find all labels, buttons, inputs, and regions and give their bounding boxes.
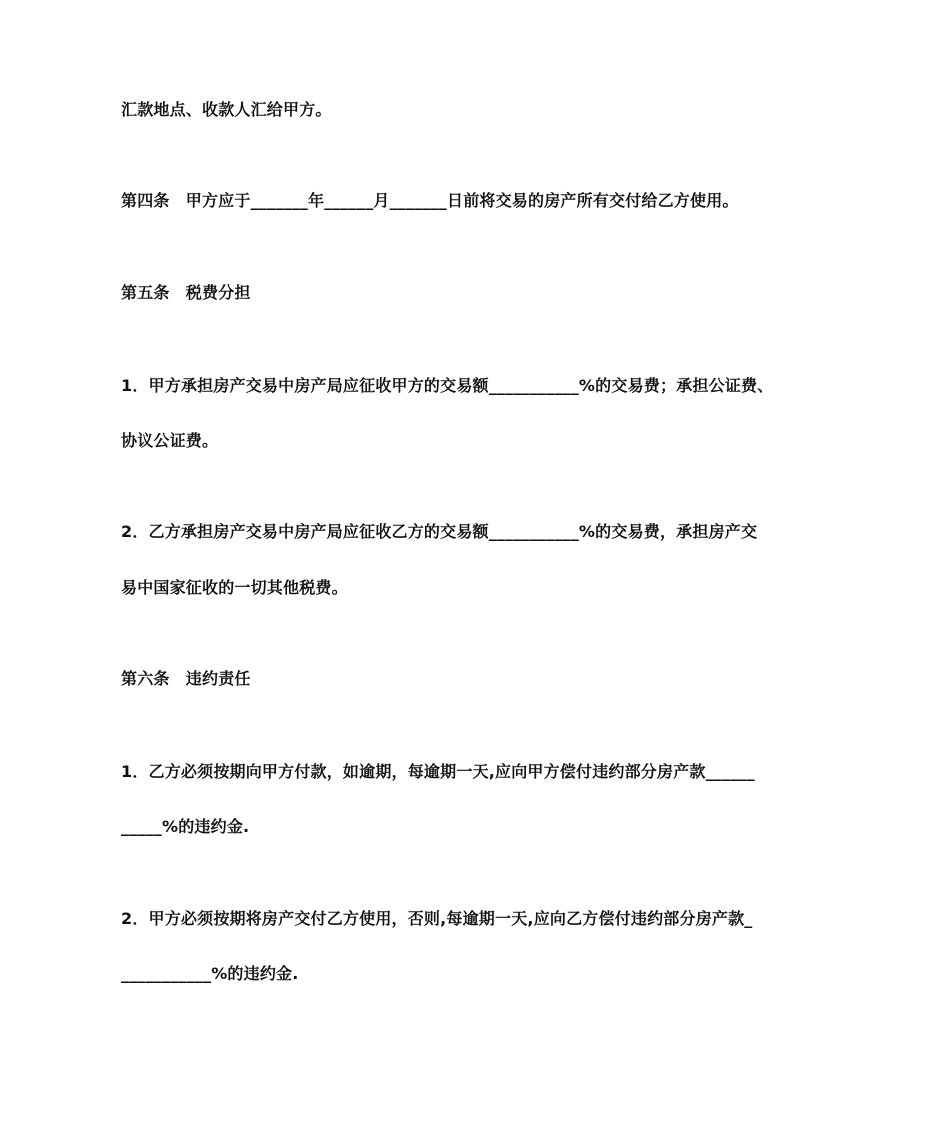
article-4-line: 第四条 甲方应于_______年______月_______日前将交易的房产所有交付给乙方使用。 bbox=[121, 191, 739, 210]
article-5-item-2-line-2: 易中国家征收的一切其他税费。 bbox=[121, 578, 348, 597]
article-5-item-2-line-1: 2．乙方承担房产交易中房产局应征收乙方的交易额___________%的交易费，承担房产交 bbox=[121, 522, 758, 541]
article-6-item-2-line-2: ___________%的违约金. bbox=[121, 964, 299, 983]
article-5-item-1-line-2: 协议公证费。 bbox=[121, 431, 219, 450]
article-6-item-1-line-1: 1．乙方必须按期向甲方付款，如逾期，每逾期一天,应向甲方偿付违约部分房产款______ bbox=[121, 762, 755, 781]
article-6-item-2-line-1: 2．甲方必须按期将房产交付乙方使用，否则,每逾期一天,应向乙方偿付违约部分房产款_ bbox=[121, 909, 753, 928]
article-5-heading: 第五条 税费分担 bbox=[121, 283, 251, 302]
article-6-item-1-line-2: _____%的违约金. bbox=[121, 817, 250, 836]
article-6-heading: 第六条 违约责任 bbox=[121, 669, 251, 688]
text-line-remittance: 汇款地点、收款人汇给甲方。 bbox=[121, 100, 332, 119]
article-5-item-1-line-1: 1．甲方承担房产交易中房产局应征收甲方的交易额___________%的交易费；承担公证费、 bbox=[121, 376, 774, 395]
